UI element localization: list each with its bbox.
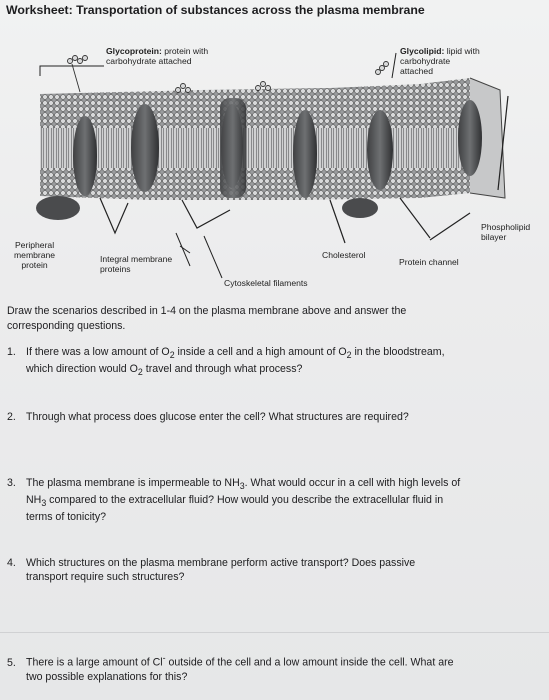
question-5: 5. There is a large amount of Cl- outside of the cell and a low amount inside the cell. What are two possible explanations for this? <box>7 653 454 683</box>
instructions: Draw the scenarios described in 1-4 on the plasma membrane above and answer the corresponding questions. <box>7 305 407 332</box>
worksheet-title: Worksheet: Transportation of substances across the plasma membrane <box>6 3 425 17</box>
question-3: 3. The plasma membrane is impermeable to $NH_3$. What would occur in a cell with high levels of $NH_3$ compared to the extracellular fluid? How would you describe the extracellular fluid in terms of tonicity? <box>7 477 461 524</box>
question-2: 2. Through what process does glucose enter the cell? What structures are required? <box>7 411 409 423</box>
glycoprotein-label: Glycoprotein: protein with carbohydrate attached <box>106 46 209 66</box>
page-fold-divider <box>0 632 549 633</box>
question-1: 1. If there was a low amount of $O_2$ inside a cell and a high amount of $O_2$ in the bloodstream, which direction would $O_2$ travel and through what process? <box>7 346 445 378</box>
glycolipid-label: Glycolipid: lipid with carbohydrate attached <box>400 46 480 76</box>
integral-protein-label: Integral membrane proteins <box>100 254 173 274</box>
cytoskeletal-filaments-label: Cytoskeletal filaments <box>224 278 308 288</box>
cholesterol-label: Cholesterol <box>322 250 366 260</box>
plasma-membrane-diagram <box>0 28 549 298</box>
peripheral-protein-label: Peripheral membrane protein <box>14 240 56 270</box>
question-4: 4. Which structures on the plasma membrane perform active transport? Does passive transport require such structures? <box>7 557 416 583</box>
protein-channel-label: Protein channel <box>399 257 459 267</box>
phospholipid-bilayer-label: Phospholipid bilayer <box>481 222 531 242</box>
